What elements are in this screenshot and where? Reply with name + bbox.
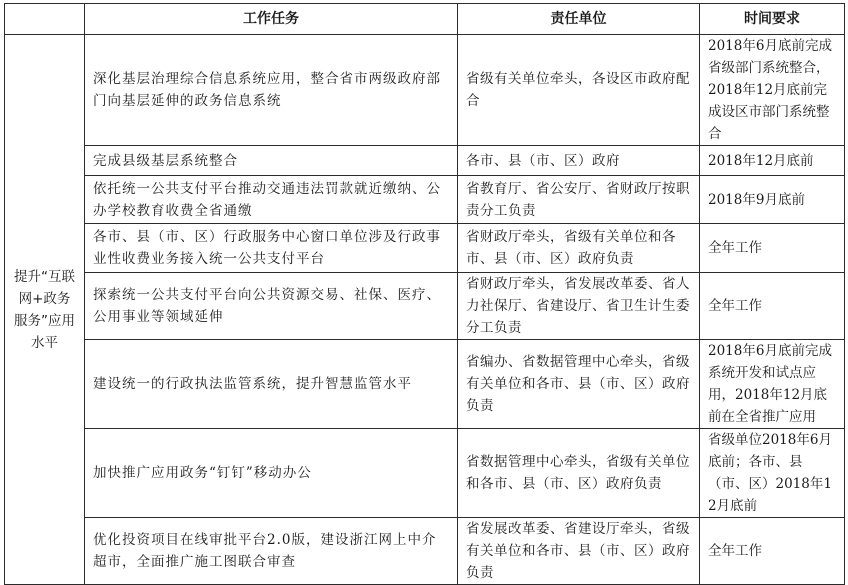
table-row — [5, 518, 845, 585]
table-row — [5, 429, 845, 518]
task-cell: 各市、县（市、区）行政服务中心窗口单位涉及行政事业性收费业务接入统一公共支付平台 — [85, 224, 458, 273]
unit-cell: 省财政厅牵头，省级有关单位和各市、县（市、区）政府负责 — [458, 224, 700, 273]
header-task: 工作任务 — [85, 4, 458, 35]
table-row — [5, 273, 845, 340]
table-row — [5, 176, 845, 224]
table-row — [5, 340, 845, 429]
task-cell: 依托统一公共支付平台推动交通违法罚款就近缴纳、公办学校教育收费全省通缴 — [85, 176, 458, 224]
header-category — [5, 4, 85, 35]
time-cell: 全年工作 — [700, 518, 845, 585]
task-cell: 建设统一的行政执法监管系统，提升智慧监管水平 — [85, 340, 458, 429]
unit-cell: 省编办、省数据管理中心牵头，省级有关单位和各市、县（市、区）政府负责 — [458, 340, 700, 429]
time-cell: 2018年6月底前完成系统开发和试点应用，2018年12月底前在全省推广应用 — [700, 340, 845, 429]
time-cell: 全年工作 — [700, 224, 845, 273]
table-row — [5, 224, 845, 273]
task-cell: 深化基层治理综合信息系统应用，整合省市两级政府部门向基层延伸的政务信息系统 — [85, 35, 458, 146]
unit-cell: 省级有关单位牵头，各设区市政府配合 — [458, 35, 700, 146]
time-cell: 2018年6月底前完成省级部门系统整合，2018年12月底前完成设区市部门系统整合 — [700, 35, 845, 146]
task-cell: 优化投资项目在线审批平台2.0版，建设浙江网上中介超市，全面推广施工图联合审查 — [85, 518, 458, 585]
category-cell: 提升“互联网+政务服务”应用水平 — [5, 35, 85, 585]
unit-cell: 各市、县（市、区）政府 — [458, 146, 700, 176]
task-table — [4, 3, 845, 585]
time-cell: 全年工作 — [700, 273, 845, 340]
header-unit: 责任单位 — [458, 4, 700, 35]
unit-cell: 省教育厅、省公安厅、省财政厅按职责分工负责 — [458, 176, 700, 224]
time-cell: 2018年12月底前 — [700, 146, 845, 176]
unit-cell: 省财政厅牵头，省发展改革委、省人力社保厅、省建设厅、省卫生计生委分工负责 — [458, 273, 700, 340]
task-cell: 探索统一公共支付平台向公共资源交易、社保、医疗、公用事业等领域延伸 — [85, 273, 458, 340]
table-row — [5, 146, 845, 176]
time-cell: 2018年9月底前 — [700, 176, 845, 224]
task-cell: 完成县级基层系统整合 — [85, 146, 458, 176]
unit-cell: 省数据管理中心牵头，省级有关单位和各市、县（市、区）政府负责 — [458, 429, 700, 518]
task-cell: 加快推广应用政务“钉钉”移动办公 — [85, 429, 458, 518]
time-cell: 省级单位2018年6月底前；各市、县（市、区）2018年12月底前 — [700, 429, 845, 518]
table-row — [5, 35, 845, 146]
unit-cell: 省发展改革委、省建设厅牵头，省级有关单位和各市、县（市、区）政府负责 — [458, 518, 700, 585]
header-time: 时间要求 — [700, 4, 845, 35]
table-header-row — [5, 4, 845, 35]
